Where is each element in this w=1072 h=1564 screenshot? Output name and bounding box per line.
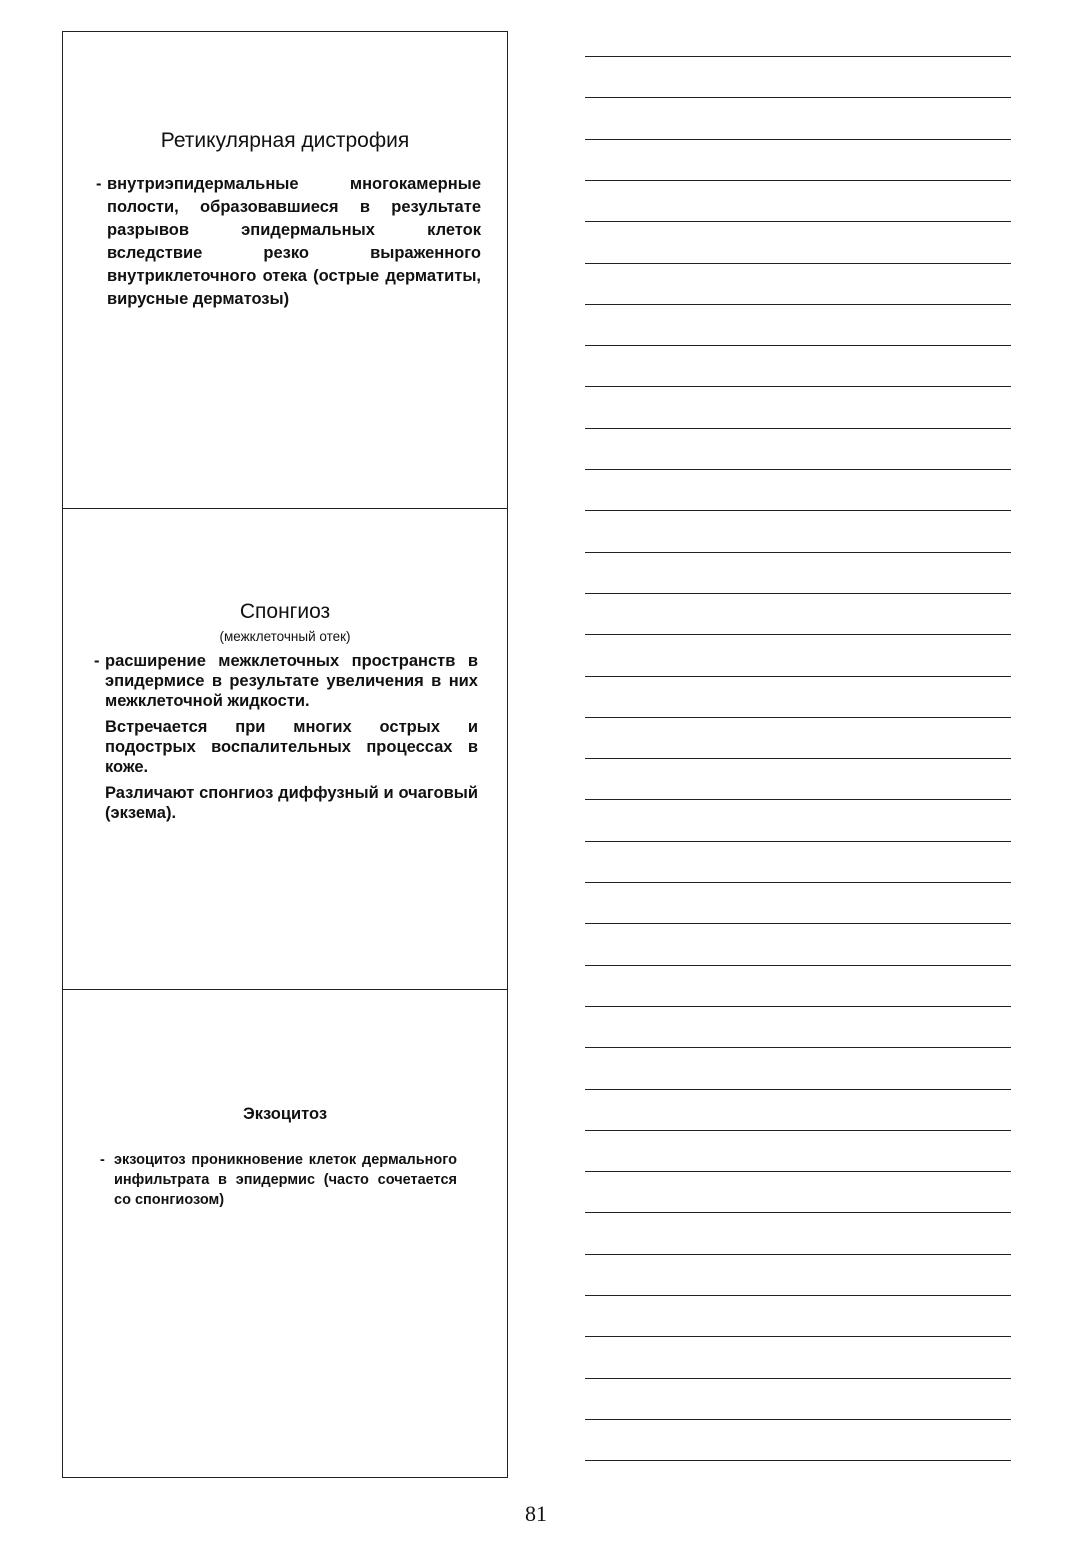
slide-title: Экзоцитоз [242, 1105, 328, 1123]
bullet-dash: - [94, 652, 100, 670]
note-line [585, 841, 1011, 842]
note-line [585, 1254, 1011, 1255]
note-line [585, 1419, 1011, 1420]
note-line [585, 1006, 1011, 1007]
slide-title: Спонгиоз [239, 600, 331, 623]
note-line [585, 965, 1011, 966]
note-line [585, 1212, 1011, 1213]
note-line [585, 717, 1011, 718]
note-line [585, 221, 1011, 222]
bullet-text: внутриэпидермальные многокамерные полости, образовавшиеся в результате разрывов эпидермальных клеток вследствие резко выраженного внутриклеточного отека (острые дерматиты, вирусные дерматозы) [107, 175, 481, 308]
bullet-item [94, 651, 478, 711]
bullet-item [100, 1150, 457, 1210]
note-line [585, 758, 1011, 759]
note-line [585, 1047, 1011, 1048]
notes-lines [585, 56, 1011, 1466]
slides-column [62, 31, 508, 1478]
paragraph-occurrence: Встречается при многих острых и подострых воспалительных процессах в коже. [105, 718, 478, 776]
note-line [585, 593, 1011, 594]
slide-reticular-dystrophy [63, 32, 507, 509]
note-line [585, 882, 1011, 883]
note-line [585, 345, 1011, 346]
slide-title: Ретикулярная дистрофия [160, 129, 410, 152]
note-line [585, 1089, 1011, 1090]
paragraph-types: Различают спонгиоз диффузный и очаговый (экзема). [105, 784, 478, 822]
note-line [585, 1460, 1011, 1461]
slide-exocytosis [63, 990, 507, 1478]
slide-spongiosis [63, 509, 507, 990]
bullet-text: расширение межклеточных пространств в эпидермисе в результате увеличения в них межклеточной жидкости. [105, 652, 478, 710]
page-number: 81 [525, 1501, 547, 1526]
note-line [585, 1171, 1011, 1172]
note-line [585, 469, 1011, 470]
note-line [585, 304, 1011, 305]
note-line [585, 386, 1011, 387]
note-line [585, 1336, 1011, 1337]
note-line [585, 634, 1011, 635]
note-line [585, 139, 1011, 140]
note-line [585, 799, 1011, 800]
note-line [585, 1378, 1011, 1379]
note-line [585, 263, 1011, 264]
note-line [585, 1295, 1011, 1296]
note-line [585, 510, 1011, 511]
note-line [585, 180, 1011, 181]
note-line [585, 1130, 1011, 1131]
note-line [585, 97, 1011, 98]
note-line [585, 552, 1011, 553]
note-line [585, 923, 1011, 924]
bullet-dash: - [100, 1152, 105, 1168]
note-line [585, 56, 1011, 57]
slide-subtitle: (межклеточный отек) [219, 629, 351, 644]
bullet-item [96, 173, 481, 311]
bullet-text: экзоцитоз проникновение клеток дермального инфильтрата в эпидермис (часто сочетается со спонгиозом) [114, 1152, 457, 1208]
note-line [585, 428, 1011, 429]
bullet-dash: - [96, 175, 102, 193]
note-line [585, 676, 1011, 677]
